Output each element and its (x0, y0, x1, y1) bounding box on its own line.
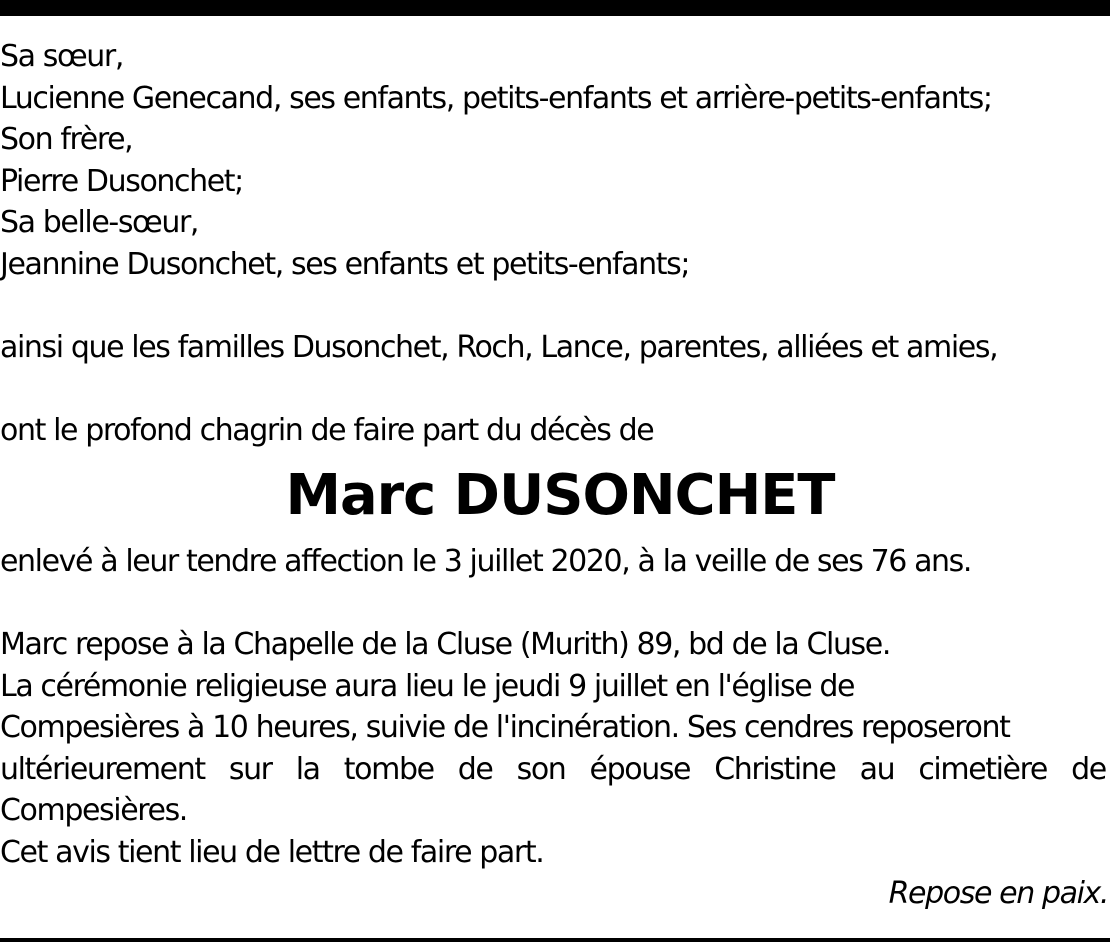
details-line-3: Compesières à 10 heures, suivie de l'incinération. Ses cendres reposeront (0, 710, 1010, 745)
family-line-6: Jeannine Dusonchet, ses enfants et petits-enfants; (0, 246, 690, 282)
details-line-2: La cérémonie religieuse aura lieu le jeudi 9 juillet en l'église de (0, 668, 855, 704)
families-line: ainsi que les familles Dusonchet, Roch, Lance, parentes, alliées et amies, (0, 329, 998, 365)
details-line-5: Compesières. (0, 793, 187, 828)
obituary-notice (0, 36, 1110, 915)
family-line-5: Sa belle-sœur, (0, 205, 199, 240)
family-line-2: Lucienne Genecand, ses enfants, petits-enfants et arrière-petits-enfants; (0, 80, 992, 116)
bottom-rule (0, 938, 1110, 942)
spacer (0, 583, 1110, 625)
spacer (0, 285, 1110, 327)
death-line: enlevé à leur tendre affection le 3 juillet 2020, à la veille de ses 76 ans. (0, 544, 972, 579)
announce-line: ont le profond chagrin de faire part du décès de (0, 412, 654, 448)
details-line-6: Cet avis tient lieu de lettre de faire part. (0, 834, 544, 870)
deceased-name: Marc DUSONCHET (285, 463, 835, 528)
details-line-1: Marc repose à la Chapelle de la Cluse (Murith) 89, bd de la Cluse. (0, 627, 890, 662)
family-line-3: Son frère, (0, 122, 133, 157)
signoff: Repose en paix. (888, 876, 1108, 911)
top-rule (0, 0, 1110, 16)
spacer (0, 368, 1110, 410)
family-line-4: Pierre Dusonchet; (0, 163, 243, 199)
details-line-4: ultérieurement sur la tombe de son épouse Christine au cimetière de (0, 751, 1106, 787)
family-line-1: Sa sœur, (0, 39, 123, 74)
